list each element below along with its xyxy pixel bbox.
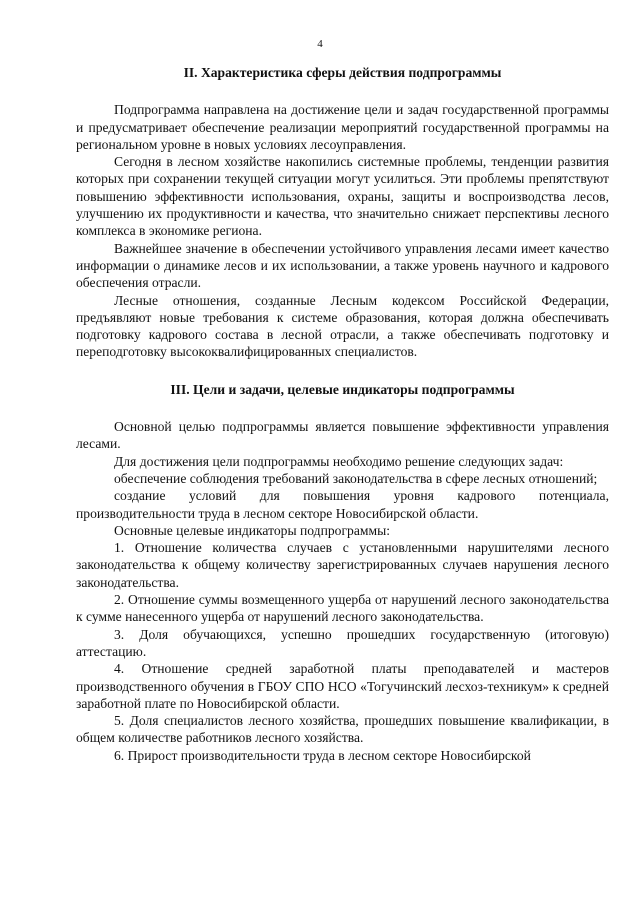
paragraph: создание условий для повышения уровня кадрового потенциала, производительности труда в лесном секторе Новосибирской области. bbox=[76, 488, 609, 521]
indicator-item: 1. Отношение количества случаев с установленными нарушителями лесного законодательства к общему количеству зарегистрированных случаев нарушения лесного законодательства. bbox=[76, 540, 609, 590]
paragraph: Подпрограмма направлена на достижение цели и задач государственной программы и предусматривает обеспечение реализации мероприятий государственной программы на региональном уровне в новых условиях лесоуправления. bbox=[76, 102, 609, 152]
paragraph: Сегодня в лесном хозяйстве накопились системные проблемы, тенденции развития которых при сохранении текущей ситуации могут усилиться. Эти проблемы препятствуют повышению эффективности использования, охраны, защиты и воспроизводства лесов, улучшению их продуктивности и качества, что значительно снижает перспективы лесного комплекса в экономике региона. bbox=[76, 154, 609, 239]
paragraph: Для достижения цели подпрограммы необходимо решение следующих задач: bbox=[114, 453, 564, 469]
indicator-item: 2. Отношение суммы возмещенного ущерба от нарушений лесного законодательства к сумме нанесенного ущерба от нарушений лесного законодательства. bbox=[76, 592, 609, 625]
section-body-goals bbox=[76, 418, 609, 764]
indicator-item: 6. Прирост производительности труда в лесном секторе Новосибирской bbox=[114, 747, 531, 763]
paragraph: Важнейшее значение в обеспечении устойчивого управления лесами имеет качество информации о динамике лесов и их использовании, а также уровень научного и кадрового обеспечения отрасли. bbox=[76, 240, 609, 291]
page-content bbox=[76, 60, 609, 764]
indicator-item: 4. Отношение средней заработной платы преподавателей и мастеров производственного обучения в ГБОУ СПО НСО «Тогучинский лесхоз-техникум» к средней заработной плате по Новосибирской области. bbox=[76, 661, 609, 711]
indicator-item: 3. Доля обучающихся, успешно прошедших государственную (итоговую) аттестацию. bbox=[76, 626, 609, 659]
indicator-item: 5. Доля специалистов лесного хозяйства, прошедших повышение квалификации, в общем количестве работников лесного хозяйства. bbox=[76, 713, 609, 746]
paragraph: Основной целью подпрограммы является повышение эффективности управления лесами. bbox=[76, 419, 609, 452]
section-heading-characteristics: II. Характеристика сферы действия подпрограммы bbox=[183, 65, 502, 80]
paragraph: Лесные отношения, созданные Лесным кодексом Российской Федерации, предъявляют новые требования к системе образования, которая должна обеспечивать подготовку кадрового состава в лесной отрасли, а также обеспечивать подготовку и переподготовку высококвалифицированных специалистов. bbox=[76, 292, 609, 360]
paragraph: Основные целевые индикаторы подпрограммы: bbox=[114, 522, 390, 538]
section-body-characteristics bbox=[76, 101, 609, 360]
paragraph: обеспечение соблюдения требований законодательства в сфере лесных отношений; bbox=[114, 470, 598, 486]
section-heading-goals: III. Цели и задачи, целевые индикаторы подпрограммы bbox=[170, 381, 515, 397]
page-number: 4 bbox=[317, 38, 323, 50]
